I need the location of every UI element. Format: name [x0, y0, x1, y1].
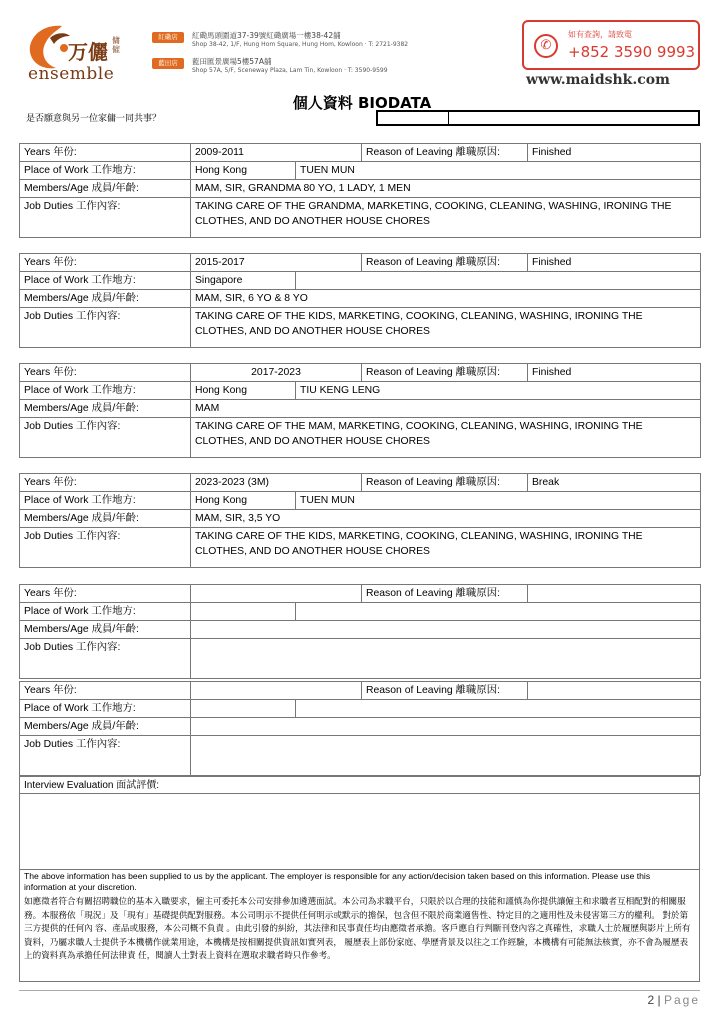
branch-address-cn: 紅磡馬頭圍道37-39號紅磡廣場一樓38-42舖 — [192, 31, 341, 40]
years-value[interactable] — [191, 682, 362, 700]
brand-wordmark: ensemble — [28, 64, 115, 84]
phone-prompt: 如有查詢，請致電 — [568, 30, 632, 39]
place-label: Place of Work 工作地方: — [20, 700, 191, 718]
place-country: Hong Kong — [191, 382, 296, 400]
members-label: Members/Age 成員/年齡: — [20, 400, 191, 418]
job-record-6 — [19, 681, 701, 776]
duties-label: Job Duties 工作內容: — [20, 639, 191, 679]
years-value: 2009-2011 — [191, 144, 362, 162]
duties-label: Job Duties 工作內容: — [20, 418, 191, 458]
duties-value: TAKING CARE OF THE MAM, MARKETING, COOKING, CLEANING, WASHING, IRONING THE CLOTHES, AND DO ANOTHER HOUSE CHORES — [191, 418, 701, 458]
duties-value[interactable] — [191, 736, 701, 776]
members-value: MAM, SIR, 3,5 YO — [191, 510, 701, 528]
disclaimer-cn: 如應徵者符合有關招聘職位的基本入職要求，僱主可委托本公司安排參加遴選面試。本公司為求職平台，只限於以合理的技能和謹慎為你提供讓僱主和求職者互相配對的相關服務。本服務依「現況」及「現有」基礎提供配對服務。本公司明示不提供任何明示或默示的擔保，包含但不限於商業適售性、特定目的之適用性及未侵害第三方的權利。 對於第三方提供的任何內 容、產品或服務，本公司概不負責 。由此引發的糾紛，其法律和民事責任均由應徵者承擔。客戶應自行判斷刊登內容之真確性，求職人士於履歷與影片上所有資料，乃屬求職人士提供予本機構作就業用途，本機構是按相關提供資訊如實列表， 履歷表上部份家庭、學歷背景及以往之工作經驗，本機構有可能無法核實，亦不會為履歷表上的資料真為承擔任何法律責 任，閱讀人士對表上資料在選取求職者時只作參考。 — [24, 896, 691, 960]
members-label: Members/Age 成員/年齡: — [20, 621, 191, 639]
branch-address-en: Shop 38-42, 1/F, Hung Hom Square, Hung Hom, Kowloon · T: 2721-9382 — [192, 41, 409, 48]
duties-label: Job Duties 工作內容: — [20, 736, 191, 776]
years-label: Years 年份: — [20, 254, 191, 272]
place-district[interactable] — [296, 700, 701, 718]
branch-address-cn: 藍田匯景廣場5樓57A舖 — [192, 57, 272, 66]
members-value[interactable] — [191, 718, 701, 736]
members-value: MAM — [191, 400, 701, 418]
leaving-label: Reason of Leaving 離職原因: — [362, 585, 528, 603]
page-indicator: 2 | Page — [647, 993, 700, 1007]
evaluation-label: Interview Evaluation 面試評價: — [20, 777, 699, 794]
phone-number: +852 3590 9993 — [568, 43, 696, 61]
leaving-value: Finished — [528, 364, 701, 382]
members-label: Members/Age 成員/年齡: — [20, 510, 191, 528]
place-district — [296, 272, 701, 290]
place-district: TUEN MUN — [296, 492, 701, 510]
place-label: Place of Work 工作地方: — [20, 382, 191, 400]
place-country: Hong Kong — [191, 162, 296, 180]
leaving-label: Reason of Leaving 離職原因: — [362, 364, 528, 382]
place-district[interactable] — [296, 603, 701, 621]
job-record-4 — [19, 473, 701, 568]
duties-label: Job Duties 工作內容: — [20, 528, 191, 568]
members-label: Members/Age 成員/年齡: — [20, 290, 191, 308]
website-link[interactable]: www.maidshk.com — [526, 72, 670, 88]
place-country[interactable] — [191, 603, 296, 621]
place-label: Place of Work 工作地方: — [20, 162, 191, 180]
job-record-2 — [19, 253, 701, 348]
years-label: Years 年份: — [20, 144, 191, 162]
leaving-label: Reason of Leaving 離職原因: — [362, 254, 528, 272]
leaving-value[interactable] — [528, 585, 701, 603]
branch-address-en: Shop 57A, 5/F, Sceneway Plaza, Lam Tin, Kowloon · T: 3590-9599 — [192, 67, 388, 74]
place-country[interactable] — [191, 700, 296, 718]
divider — [20, 869, 699, 870]
years-value: 2023-2023 (3M) — [191, 474, 362, 492]
members-value[interactable] — [191, 621, 701, 639]
years-label: Years 年份: — [20, 585, 191, 603]
years-value: 2015-2017 — [191, 254, 362, 272]
page-title: 個人資料 BIODATA — [292, 94, 432, 112]
duties-value: TAKING CARE OF THE KIDS, MARKETING, COOKING, CLEANING, WASHING, IRONING THE CLOTHES, AND DO ANOTHER HOUSE CHORES — [191, 528, 701, 568]
place-label: Place of Work 工作地方: — [20, 492, 191, 510]
share-answer-box[interactable] — [376, 110, 700, 126]
years-label: Years 年份: — [20, 364, 191, 382]
duties-value: TAKING CARE OF THE GRANDMA, MARKETING, COOKING, CLEANING, WASHING, IRONING THE CLOTHES, AND DO ANOTHER HOUSE CHORES — [191, 198, 701, 238]
duties-value[interactable] — [191, 639, 701, 679]
phone-contact-box[interactable] — [522, 20, 700, 70]
years-label: Years 年份: — [20, 474, 191, 492]
footer-divider — [19, 990, 700, 991]
members-value: MAM, SIR, GRANDMA 80 YO, 1 LADY, 1 MEN — [191, 180, 701, 198]
duties-label: Job Duties 工作內容: — [20, 308, 191, 348]
years-value[interactable] — [191, 585, 362, 603]
disclaimer-en: The above information has been supplied to us by the applicant. The employer is responsible for any action/decision taken based on this information. Please use this information at your discretion. — [24, 871, 651, 892]
job-record-3 — [19, 363, 701, 458]
branch-tag: 藍田店 — [152, 58, 184, 69]
leaving-label: Reason of Leaving 離職原因: — [362, 144, 528, 162]
branch-hung-hom — [152, 30, 462, 52]
branch-lam-tin — [152, 56, 462, 78]
duties-value: TAKING CARE OF THE KIDS, MARKETING, COOKING, CLEANING, WASHING, IRONING THE CLOTHES, AND DO ANOTHER HOUSE CHORES — [191, 308, 701, 348]
interview-evaluation-box — [19, 776, 700, 982]
members-label: Members/Age 成員/年齡: — [20, 718, 191, 736]
place-country: Hong Kong — [191, 492, 296, 510]
leaving-value: Finished — [528, 144, 701, 162]
leaving-value: Finished — [528, 254, 701, 272]
job-record-1 — [19, 143, 701, 238]
page-number: 2 — [647, 993, 655, 1007]
brand-cn-subname: 傭僱 — [112, 36, 120, 54]
members-value: MAM, SIR, 6 YO & 8 YO — [191, 290, 701, 308]
share-question: 是否願意與另一位家傭一同共事？ — [26, 114, 162, 124]
place-label: Place of Work 工作地方: — [20, 603, 191, 621]
place-district: TIU KENG LENG — [296, 382, 701, 400]
members-label: Members/Age 成員/年齡: — [20, 180, 191, 198]
years-label: Years 年份: — [20, 682, 191, 700]
leaving-label: Reason of Leaving 離職原因: — [362, 474, 528, 492]
years-value: 2017-2023 — [191, 364, 362, 382]
place-district: TUEN MUN — [296, 162, 701, 180]
job-record-5 — [19, 584, 701, 679]
page-word: Page — [663, 993, 700, 1007]
brand-cn-name: 万儷 — [68, 40, 108, 64]
leaving-value: Break — [528, 474, 701, 492]
place-label: Place of Work 工作地方: — [20, 272, 191, 290]
leaving-value[interactable] — [528, 682, 701, 700]
phone-icon: ✆ — [534, 34, 558, 58]
place-country: Singapore — [191, 272, 296, 290]
duties-label: Job Duties 工作內容: — [20, 198, 191, 238]
leaving-label: Reason of Leaving 離職原因: — [362, 682, 528, 700]
branch-tag: 紅磡店 — [152, 32, 184, 43]
